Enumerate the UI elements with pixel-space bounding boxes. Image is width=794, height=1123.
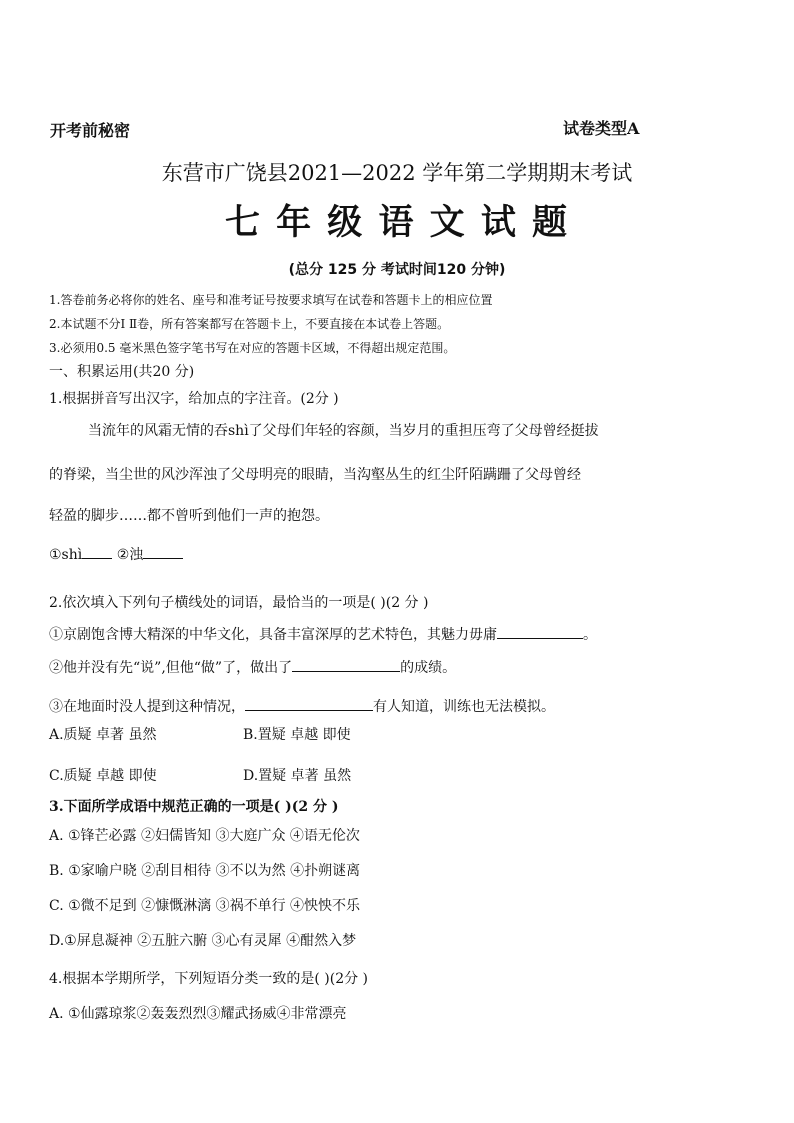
exam-title: 东营市广饶县2021—2022 学年第二学期期末考试 <box>161 161 633 185</box>
q2-sentence-1 <box>49 624 597 644</box>
q3-option-b[interactable]: B. ①家喻户晓 ②刮目相待 ③不以为然 ④扑朔谜离 <box>49 863 361 879</box>
q2-option-b[interactable]: B.置疑 卓越 即使 <box>243 727 351 743</box>
q2-options-row-1 <box>49 724 351 744</box>
q2-blank-2[interactable] <box>292 657 400 672</box>
paper-type-label: 试卷类型A <box>563 119 640 138</box>
q1-stem: 1.根据拼音写出汉字，给加点的字注音。(2分 ) <box>49 391 339 407</box>
q2-sentence-1-text: ①京剧饱含博大精深的中华文化，具备丰富深厚的艺术特色，其魅力毋庸 <box>49 627 497 643</box>
q1-passage-line-2: 的脊梁，当尘世的风沙浑浊了父母明亮的眼睛，当沟壑丛生的红尘阡陌蹒跚了父母曾经 <box>49 467 581 483</box>
q1-blank-1[interactable] <box>82 544 112 559</box>
exam-meta: (总分 125 分 考试时间120 分钟) <box>288 262 506 278</box>
instruction-1: 1.答卷前务必将你的姓名、座号和准考证号按要求填写在试卷和答题卡上的相应位置 <box>49 293 493 307</box>
q2-sentence-2 <box>49 657 456 677</box>
q1-passage-line-3: 轻盈的脚步……都不曾听到他们一声的抱怨。 <box>49 508 329 524</box>
q2-sentence-1-end: 。 <box>583 627 597 643</box>
q2-sentence-2-end: 的成绩。 <box>400 660 457 676</box>
q2-sentence-3 <box>49 696 555 716</box>
q4-option-a[interactable]: A. ①仙露琼浆②轰轰烈烈③耀武扬威④非常漂亮 <box>49 1006 347 1022</box>
q4-stem: 4.根据本学期所学，下列短语分类一致的是( )(2分 ) <box>49 971 369 987</box>
q2-option-d[interactable]: D.置疑 卓著 虽然 <box>243 768 352 784</box>
q2-blank-3[interactable] <box>245 696 373 711</box>
q1-passage-line-1: 当流年的风霜无情的吞shì了父母们年轻的容颜，当岁月的重担压弯了父母曾经挺拔 <box>88 423 599 439</box>
q3-option-c[interactable]: C. ①微不足到 ②慷慨淋漓 ③祸不单行 ④怏怏不乐 <box>49 898 361 914</box>
q2-sentence-2-text: ②他并没有先“说”,但他“做”了，做出了 <box>49 660 293 676</box>
q2-sentence-3-text: ③在地面时没人提到这种情况， <box>49 699 245 715</box>
q1-blanks <box>49 544 183 564</box>
q3-option-d[interactable]: D.①屏息凝神 ②五脏六腑 ③心有灵犀 ④酣然入梦 <box>49 933 357 949</box>
q2-option-c[interactable]: C.质疑 卓越 即使 <box>49 768 157 784</box>
section-heading: 一、积累运用(共20 分) <box>49 364 195 380</box>
q2-options-row-2 <box>49 765 351 785</box>
q1-blank-2[interactable] <box>143 544 183 559</box>
q2-stem: 2.依次填入下列句子横线处的词语，最恰当的一项是( )(2 分 ) <box>49 595 429 611</box>
instruction-3: 3.必须用0.5 毫米黑色签字笔书写在对应的答题卡区域，不得超出规定范围。 <box>49 341 456 355</box>
q3-stem: 3.下面所学成语中规范正确的一项是( )(2 分 ) <box>49 799 339 815</box>
q2-sentence-3-end: 有人知道，训练也无法模拟。 <box>373 699 555 715</box>
q1-blank-2-label: ②浊 <box>116 547 144 563</box>
q3-option-a[interactable]: A. ①锋芒必露 ②妇儒皆知 ③大庭广众 ④语无伦次 <box>49 828 360 844</box>
confidential-label: 开考前秘密 <box>50 121 131 140</box>
q2-blank-1[interactable] <box>497 624 583 639</box>
instruction-2: 2.本试题不分Ⅰ Ⅱ卷，所有答案都写在答题卡上，不要直接在本试卷上答题。 <box>49 317 450 331</box>
q2-option-a[interactable]: A.质疑 卓著 虽然 <box>49 727 157 743</box>
subject-title: 七 年 级 语 文 试 题 <box>224 202 570 243</box>
q1-blank-1-label: ①shì <box>49 547 83 563</box>
